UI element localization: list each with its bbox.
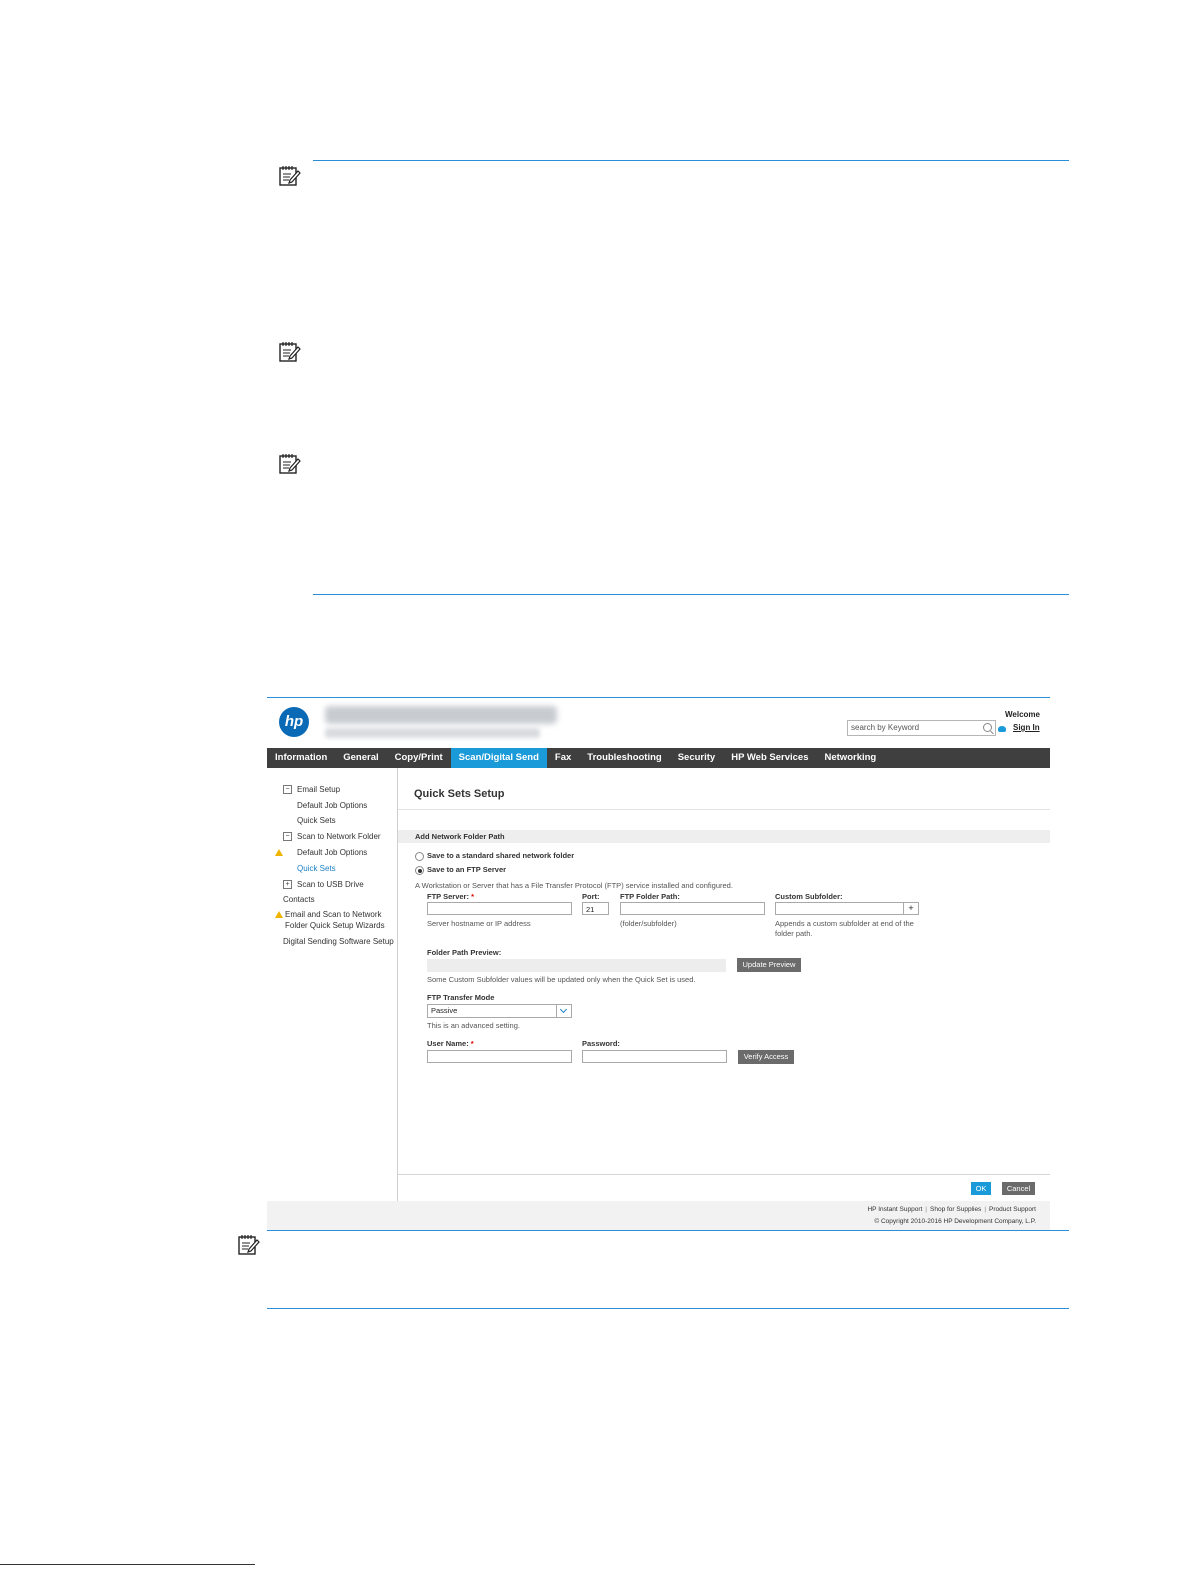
chevron-down-icon[interactable] (556, 1005, 571, 1017)
subfolder-hint: Appends a custom subfolder at end of the (775, 919, 914, 928)
ftp-description: A Workstation or Server that has a File Transfer Protocol (FTP) service installed and configured. (415, 881, 733, 890)
ok-button[interactable]: OK (971, 1182, 991, 1195)
note-rule-bottom (267, 1308, 1069, 1309)
tab-troubleshooting[interactable]: Troubleshooting (587, 752, 662, 763)
collapse-icon[interactable]: − (283, 832, 292, 841)
page-footer-rule (0, 1564, 255, 1565)
folder-path-preview-label: Folder Path Preview: (427, 948, 502, 957)
sidebar-item-quick-setup-wizards-line2[interactable]: Folder Quick Setup Wizards (285, 921, 385, 930)
hp-logo: hp (279, 707, 309, 737)
ftp-folder-path-input[interactable] (620, 902, 765, 915)
ews-footer (267, 1201, 1050, 1231)
divider (398, 809, 1050, 810)
ftp-folder-path-label: FTP Folder Path: (620, 892, 680, 901)
sidebar-item-email-default-job-options[interactable]: Default Job Options (297, 801, 368, 810)
sidebar (267, 768, 398, 1201)
sidebar-item-quick-setup-wizards[interactable]: Email and Scan to Network (285, 910, 382, 919)
user-name-input[interactable] (427, 1050, 572, 1063)
tab-security[interactable]: Security (677, 752, 716, 763)
note-rule-bottom (313, 594, 1069, 595)
verify-access-button[interactable]: Verify Access (738, 1050, 794, 1064)
blurred-printer-name (325, 706, 557, 724)
product-support-link[interactable]: Product Support (989, 1206, 1036, 1213)
tab-fax[interactable]: Fax (554, 752, 572, 763)
search-icon[interactable] (983, 723, 992, 732)
sidebar-item-email-quick-sets[interactable]: Quick Sets (297, 816, 336, 825)
radio-ftp-server-label[interactable]: Save to an FTP Server (427, 865, 507, 874)
folder-path-preview (427, 959, 726, 972)
footer-links: HP Instant Support | Shop for Supplies | Product Support (867, 1206, 1036, 1213)
tab-copy-print[interactable]: Copy/Print (394, 752, 443, 763)
tab-hp-web-services[interactable]: HP Web Services (731, 752, 809, 763)
ftp-transfer-mode-select[interactable] (427, 1004, 572, 1018)
radio-shared-folder-label[interactable]: Save to a standard shared network folder (427, 851, 575, 860)
password-label: Password: (582, 1039, 620, 1048)
advanced-setting-note: This is an advanced setting. (427, 1021, 520, 1030)
ftp-server-input[interactable] (427, 902, 572, 915)
hp-instant-support-link[interactable]: HP Instant Support (867, 1206, 923, 1213)
tab-networking[interactable]: Networking (824, 752, 877, 763)
ews-header (267, 698, 1050, 748)
subfolder-hint-line2: folder path. (775, 929, 813, 938)
ews-screenshot (267, 697, 1050, 1231)
note-icon (279, 453, 301, 475)
sidebar-item-scan-to-usb[interactable]: Scan to USB Drive (297, 880, 364, 889)
radio-shared-folder[interactable] (415, 852, 424, 861)
expand-icon[interactable]: + (283, 880, 292, 889)
sidebar-item-folder-default-job-options[interactable]: Default Job Options (297, 848, 368, 857)
search-placeholder: search by Keyword (851, 723, 920, 732)
note-rule-top (267, 1230, 1069, 1231)
port-label: Port: (582, 892, 600, 901)
sign-in-link[interactable]: Sign In (1013, 723, 1040, 732)
ftp-transfer-mode-value: Passive (431, 1006, 458, 1015)
radio-ftp-server[interactable] (415, 866, 424, 875)
custom-subfolder-input[interactable] (775, 902, 919, 915)
server-hint: Server hostname or IP address (427, 919, 531, 928)
sidebar-item-folder-quick-sets[interactable]: Quick Sets (297, 864, 336, 873)
action-bar (398, 1174, 1050, 1202)
warning-icon (275, 911, 283, 918)
port-input[interactable]: 21 (582, 902, 609, 915)
sidebar-item-digital-sending-setup[interactable]: Digital Sending Software Setup (283, 937, 394, 946)
sidebar-item-scan-to-network-folder[interactable]: Scan to Network Folder (297, 832, 381, 841)
shop-for-supplies-link[interactable]: Shop for Supplies (930, 1206, 982, 1213)
main-panel (398, 768, 1050, 1201)
note-rule-top (313, 160, 1069, 161)
sidebar-item-email-setup[interactable]: Email Setup (297, 785, 341, 794)
note-icon (279, 165, 301, 187)
section-title: Add Network Folder Path (415, 832, 505, 841)
password-input[interactable] (582, 1050, 727, 1063)
ftp-server-label: FTP Server: * (427, 892, 474, 901)
blurred-printer-address (325, 728, 540, 738)
sidebar-item-contacts[interactable]: Contacts (283, 895, 315, 904)
note-icon (238, 1234, 260, 1256)
copyright: © Copyright 2010-2016 HP Development Company, L.P. (874, 1218, 1036, 1225)
preview-note: Some Custom Subfolder values will be updated only when the Quick Set is used. (427, 975, 696, 984)
folder-hint: (folder/subfolder) (620, 919, 677, 928)
welcome-label: Welcome (1005, 710, 1040, 719)
sign-in-icon (998, 726, 1006, 732)
tab-information[interactable]: Information (275, 752, 328, 763)
ftp-transfer-mode-label: FTP Transfer Mode (427, 993, 495, 1002)
tab-scan-digital-send[interactable]: Scan/Digital Send (451, 748, 547, 768)
custom-subfolder-label: Custom Subfolder: (775, 892, 843, 901)
note-icon (279, 341, 301, 363)
search-input[interactable] (847, 720, 996, 736)
collapse-icon[interactable]: − (283, 785, 292, 794)
main-nav (267, 748, 1050, 768)
cancel-button[interactable]: Cancel (1002, 1182, 1035, 1195)
warning-icon (275, 849, 283, 856)
tab-general[interactable]: General (343, 752, 379, 763)
update-preview-button[interactable]: Update Preview (737, 958, 801, 972)
page-title: Quick Sets Setup (414, 788, 505, 800)
user-name-label: User Name: * (427, 1039, 474, 1048)
add-subfolder-button[interactable]: + (903, 903, 918, 914)
section-header (398, 830, 1050, 843)
